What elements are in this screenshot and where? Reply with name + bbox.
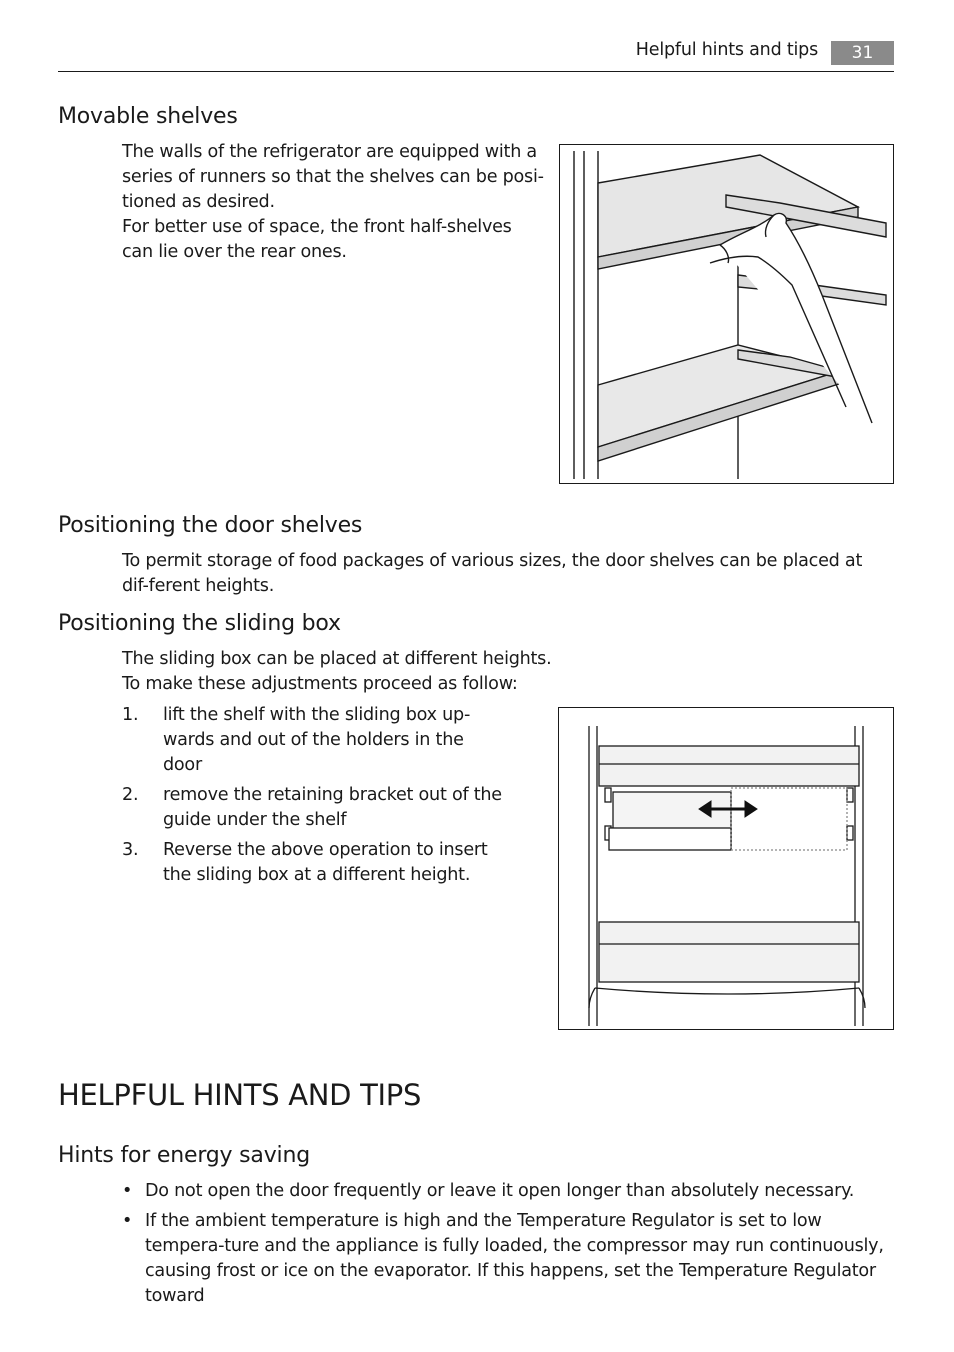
sliding-box-intro (122, 647, 552, 697)
bullet-dot: • (122, 1181, 133, 1201)
shelf-illustration (559, 144, 894, 484)
energy-saving-heading: Hints for energy saving (58, 1143, 310, 1168)
step-text: Reverse the above operation to insert the sliding box at a different height. (163, 840, 488, 885)
sliding-box-illustration-drawing (559, 708, 893, 1029)
sliding-box-intro-line-1: The sliding box can be placed at different heights. (122, 649, 552, 669)
running-header-title: Helpful hints and tips (635, 40, 818, 60)
step-number: 3. (122, 840, 139, 860)
movable-shelves-paragraph-1: The walls of the refrigerator are equipped with a series of runners so that the shelves can be posi-tioned as desired. (122, 142, 544, 212)
door-shelves-text: To permit storage of food packages of various sizes, the door shelves can be placed at dif-ferent heights. (122, 551, 863, 596)
shelf-illustration-drawing (560, 145, 893, 483)
sliding-box-illustration (558, 707, 894, 1030)
movable-shelves-paragraph-2: For better use of space, the front half-shelves can lie over the rear ones. (122, 217, 512, 262)
energy-saving-text (122, 1179, 896, 1314)
step-number: 2. (122, 785, 139, 805)
bullet-item (122, 1209, 896, 1309)
movable-shelves-text (122, 140, 544, 265)
bullet-item (122, 1179, 896, 1204)
energy-saving-list (122, 1179, 896, 1309)
steps-list (122, 703, 504, 888)
page-number-badge: 31 (831, 41, 894, 65)
bullet-dot: • (122, 1211, 133, 1231)
header-divider (58, 71, 894, 72)
step-item (122, 838, 504, 888)
step-text: remove the retaining bracket out of the guide under the shelf (163, 785, 502, 830)
section-title: HELPFUL HINTS AND TIPS (58, 1078, 422, 1112)
sliding-box-intro-line-2: To make these adjustments proceed as follow: (122, 674, 518, 694)
step-number: 1. (122, 705, 139, 725)
sliding-box-heading: Positioning the sliding box (58, 611, 341, 636)
door-shelves-heading: Positioning the door shelves (58, 513, 363, 538)
bullet-text: If the ambient temperature is high and the Temperature Regulator is set to low tempera-ture and the appliance is fully loaded, the compressor may run continuously, causing frost or ice on the evaporator. If this happens, set the Temperature Regulator toward (145, 1211, 884, 1306)
sliding-box-steps (122, 703, 504, 893)
step-item (122, 783, 504, 833)
bullet-text: Do not open the door frequently or leave it open longer than absolutely necessary. (145, 1181, 855, 1201)
step-item (122, 703, 504, 778)
step-text: lift the shelf with the sliding box up-wards and out of the holders in the door (163, 705, 471, 775)
movable-shelves-heading: Movable shelves (58, 104, 238, 129)
